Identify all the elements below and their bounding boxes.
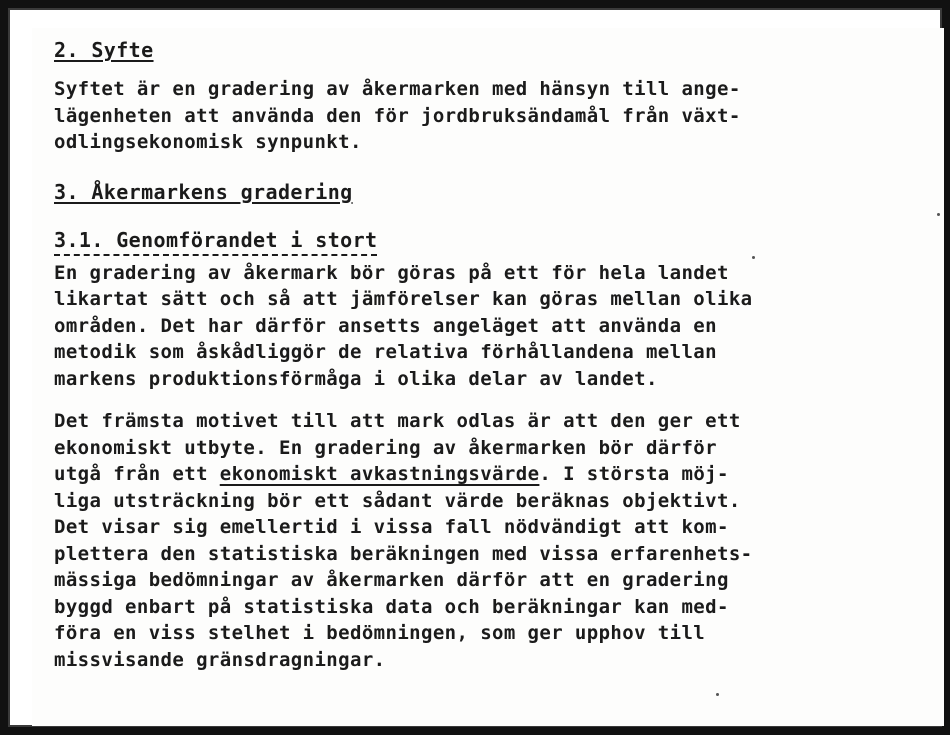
text-line: missvisande gränsdragningar.: [54, 648, 386, 671]
section-3-1-heading: 3.1. Genomförandet i stort: [54, 228, 377, 256]
text-line: byggd enbart på statistiska data och beräkningar kan med-: [54, 595, 729, 618]
text-line: Det främsta motivet till att mark odlas är att den ger ett: [54, 410, 741, 432]
scan-speck: [937, 213, 940, 216]
text-line: markens produktionsförmåga i olika delar av landet.: [54, 367, 658, 390]
text-segment: utgå från ett: [54, 463, 220, 485]
underlined-term: ekonomiskt avkastningsvärde: [219, 463, 540, 485]
text-line: odlingsekonomisk synpunkt.: [54, 131, 362, 153]
text-segment: . I största möj-: [539, 463, 729, 485]
section-3-heading: 3. Åkermarkens gradering: [54, 179, 353, 204]
section-3-1-paragraph-1: [54, 260, 934, 393]
text-line: föra en viss stelhet i bedömningen, som ger upphov till: [54, 622, 706, 644]
section-2-heading: 2. Syfte: [54, 38, 154, 62]
text-line: ekonomiskt utbyte. En gradering av åkermarken bör därför: [54, 436, 717, 459]
scan-speck: [752, 256, 755, 259]
document-body: [54, 38, 934, 673]
text-line: Syftet är en gradering av åkermarken med hänsyn till ange-: [54, 78, 741, 100]
text-line: metodik som åskådliggör de relativa förhållandena mellan: [54, 341, 717, 363]
text-line: [54, 461, 934, 488]
text-line: mässiga bedömningar av åkermarken därför att en gradering: [54, 569, 729, 591]
text-line: plettera den statistiska beräkningen med vissa erfarenhets-: [54, 542, 753, 565]
text-line: likartat sätt och så att jämförelser kan göras mellan olika: [54, 288, 753, 310]
text-line: Det visar sig emellertid i vissa fall nödvändigt att kom-: [54, 516, 729, 538]
text-line: områden. Det har därför ansetts angeläget att använda en: [54, 314, 717, 337]
text-line: liga utsträckning bör ett sådant värde beräknas objektivt.: [54, 489, 741, 512]
text-line: lägenheten att använda den för jordbruksändamål från växt-: [54, 104, 741, 127]
section-2-paragraph: [54, 76, 934, 156]
scanned-page: [32, 28, 944, 726]
scan-speck: [716, 693, 719, 696]
text-line: En gradering av åkermark bör göras på ett för hela landet: [54, 261, 729, 284]
section-3-1-paragraph-2: [54, 408, 934, 673]
